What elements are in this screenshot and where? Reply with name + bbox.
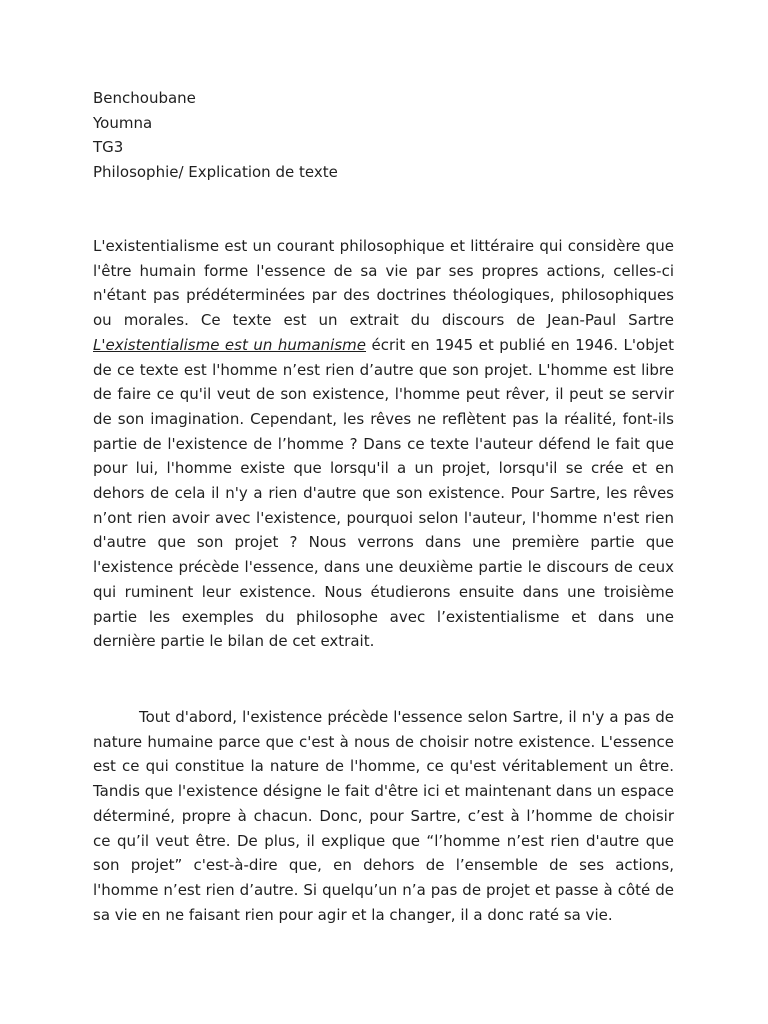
intro-text-before-title: L'existentialisme est un courant philosophique et littéraire qui considère que l'être humain forme l'essence de sa vie par ses propres actions, celles-ci n'étant pas prédéterminées par des doctrines théologiques, philosophiques ou morales. Ce texte est un extrait du discours de Jean-Paul Sartre [93, 237, 674, 330]
work-title-reference: L'existentialisme est un humanisme [93, 335, 367, 354]
student-first-name: Youmna [93, 113, 153, 132]
intro-text-after-title: écrit en 1945 et publié en 1946. L'objet de ce texte est l'homme n’est rien d’autre que son projet. L'homme est libre de faire ce qu'il veut de son existence, l'homme peut rêver, il peut se servir de son imagination. Cependant, les rêves ne reflètent pas la réalité, font-ils partie de l'existence de l’homme ? Dans ce texte l'auteur défend le fait que pour lui, l'homme existe que lorsqu'il a un projet, lorsqu'il se crée et en dehors de cela il n'y a rien d'autre que son existence. Pour Sartre, les rêves n’ont rien avoir avec l'existence, pourquoi selon l'auteur, l'homme n'est rien d'autre que son projet ? Nous verrons dans une première partie que l'existence précède l'essence, dans une deuxième partie le discours de ceux qui ruminent leur existence. Nous étudierons ensuite dans une troisième partie les exemples du philosophe avec l’existentialisme et dans une dernière partie le bilan de cet extrait. [93, 335, 674, 651]
student-class: TG3 [93, 138, 124, 157]
student-last-name: Benchoubane [93, 89, 196, 107]
introduction-paragraph [93, 234, 674, 654]
first-part-paragraph: Tout d'abord, l'existence précède l'essence selon Sartre, il n'y a pas de nature humaine parce que c'est à nous de choisir notre existence. L'essence est ce qui constitue la nature de l'homme, ce qu'est véritablement un être. Tandis que l'existence désigne le fait d'être ici et maintenant dans un espace déterminé, propre à chacun. Donc, pour Sartre, c’est à l’homme de choisir ce qu’il veut être. De plus, il explique que “l’homme n’est rien d'autre que son projet” c'est-à-dire que, en dehors de l’ensemble de ses actions, l'homme n’est rien d’autre. Si quelqu’un n’a pas de projet et passe à côté de sa vie en ne faisant rien pour agir et la changer, il a donc raté sa vie. [93, 708, 674, 924]
student-header [93, 86, 338, 185]
assignment-subject: Philosophie/ Explication de texte [93, 163, 338, 182]
